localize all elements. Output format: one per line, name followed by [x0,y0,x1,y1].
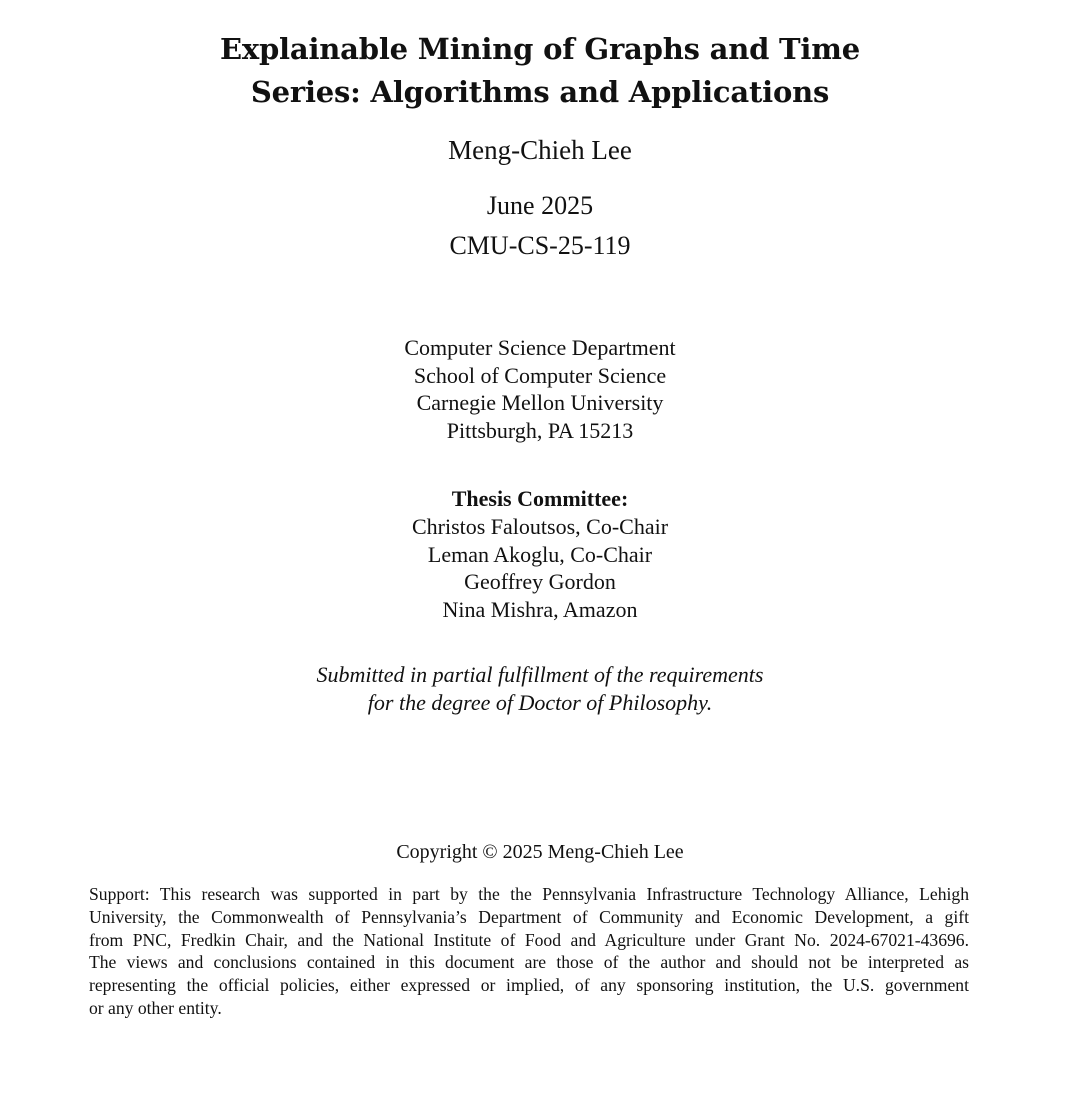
committee-member: Christos Faloutsos, Co-Chair [411,513,669,539]
degree-statement-line-1: Submitted in partial fulfillment of the requirements [316,662,764,687]
affiliation-line: School of Computer Science [413,362,667,388]
committee-member: Nina Mishra, Amazon [442,597,638,623]
title-line-1: Explainable Mining of Graphs and Time [219,32,860,66]
committee-heading: Thesis Committee: [451,486,629,511]
support-statement [89,883,969,1020]
report-number: CMU-CS-25-119 [449,231,631,260]
title-line-2: Series: Algorithms and Applications [250,75,830,109]
affiliation-line: Pittsburgh, PA 15213 [446,417,634,443]
support-line: or any other entity. [89,997,222,1018]
support-line: Support: This research was supported in part by the the Pennsylvania Infrastructure Technology Alliance, Lehigh [89,884,969,904]
affiliation-line: Computer Science Department [404,335,676,360]
support-line: from PNC, Fredkin Chair, and the National Institute of Food and Agriculture under Grant No. 2024-67021-43696. [89,929,969,950]
copyright-notice: Copyright © 2025 Meng-Chieh Lee [396,841,684,863]
degree-statement-line-2: for the degree of Doctor of Philosophy. [367,690,713,715]
publication-date: June 2025 [486,191,594,220]
committee-member: Leman Akoglu, Co-Chair [427,541,653,567]
support-line: representing the official policies, either expressed or implied, of any sponsoring institution, the U.S. government [89,975,969,996]
affiliation-block [0,334,1080,444]
author-name: Meng-Chieh Lee [448,135,632,165]
affiliation-line: Carnegie Mellon University [416,390,664,415]
document-title [0,28,1080,114]
committee-member: Geoffrey Gordon [464,569,616,595]
degree-statement [0,661,1080,717]
thesis-committee [0,485,1080,624]
support-line: The views and conclusions contained in this document are those of the author and should not be interpreted as [89,952,969,973]
support-line: University, the Commonwealth of Pennsylvania’s Department of Community and Economic Development, a gift [89,906,969,927]
